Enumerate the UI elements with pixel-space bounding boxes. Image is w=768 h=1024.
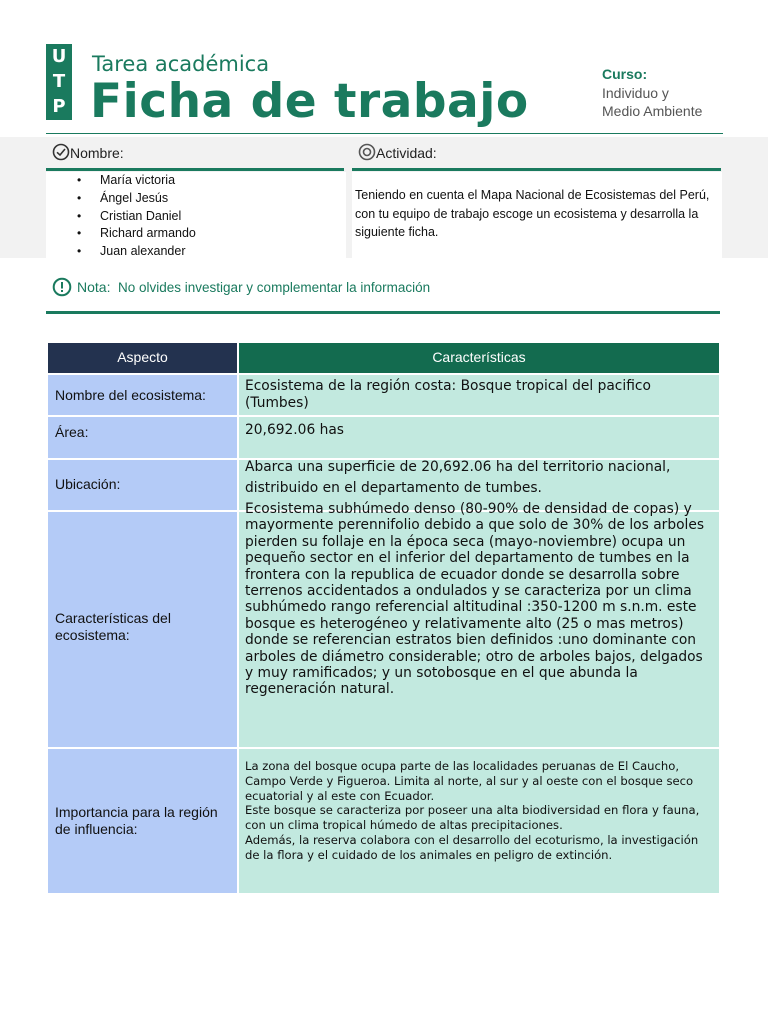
- name-section-header: [46, 140, 344, 171]
- table-row: [48, 749, 719, 893]
- header-aspect-text: Aspecto: [117, 349, 168, 365]
- value-text: [245, 759, 713, 863]
- course-name-line-2: Medio Ambiente: [602, 103, 703, 119]
- student-name: • Richard armando: [46, 225, 346, 243]
- value-text: 20,692.06 has: [245, 422, 344, 438]
- note-divider: [46, 311, 720, 314]
- note-label: Nota:: [77, 279, 111, 295]
- alert-icon: [52, 277, 72, 299]
- aspect-cell: [48, 417, 237, 458]
- table-row: [48, 375, 719, 415]
- value-text: Ecosistema subhúmedo denso (80-90% de densidad de copas) y mayormente perennifolio debido a que solo de 30% de los arboles pierden su follaje en la época seca (mayo-noviembre) ocupa un pequeño sector en el inferior del departamento de tumbes en la frontera con la republica de ecuador donde se desarrolla sobre terrenos accidentados a ondulados y se caracteriza por un clima subhúmedo rango referencial altitudinal :350-1200 m s.n.m. este bosque es heterogéneo y relativamente alto (25 o mas metros) donde se referencian estratos bien definidos :uno dominante con arboles de diámetro considerable; otro de arboles bajos, delgados y muy ramificados; y un sotobosque en el que abunda la regeneración natural.: [245, 501, 705, 698]
- student-name: • María victoria: [46, 172, 346, 190]
- aspect-cell: [48, 460, 237, 510]
- logo-letter-u: U: [51, 46, 67, 67]
- student-name: • Cristian Daniel: [46, 208, 346, 226]
- value-paragraph: La zona del bosque ocupa parte de las localidades peruanas de El Caucho, Campo Verde y Figueroa. Limita al norte, al sur y al oeste con el bosque seco ecuatorial y al este con Ecuador.: [245, 759, 694, 803]
- check-circle-icon: [52, 143, 70, 166]
- aspect-label: Importancia para la región de influencia:: [55, 804, 218, 837]
- aspect-label: Características del ecosistema:: [55, 610, 171, 643]
- aspect-label: Ubicación:: [55, 476, 121, 492]
- header-cell-characteristics: [239, 343, 719, 373]
- document-subtitle: Tarea académica: [92, 52, 270, 76]
- table-row: [48, 417, 719, 458]
- value-text: Abarca una superficie de 20,692.06 ha del territorio nacional, distribuido en el departamento de tumbes.: [245, 459, 671, 496]
- header-characteristics-text: Características: [432, 349, 526, 365]
- student-names-list: [46, 172, 346, 258]
- logo-letter-t: T: [52, 71, 66, 92]
- activity-label: Actividad:: [376, 145, 437, 161]
- course-name: [602, 84, 732, 120]
- aspect-label: Área:: [55, 424, 89, 440]
- aspect-cell: [48, 512, 237, 747]
- header-divider: [46, 133, 723, 134]
- aspect-cell: [48, 749, 237, 893]
- student-name: • Juan alexander: [46, 243, 346, 261]
- document-title: Ficha de trabajo: [90, 74, 529, 129]
- target-icon: [358, 143, 376, 166]
- value-paragraph: Además, la reserva colabora con el desarrollo del ecoturismo, la investigación de la flora y el cuidado de los animales en peligro de extinción.: [245, 832, 699, 862]
- student-name: • Ángel Jesús: [46, 190, 346, 208]
- logo-letter-p: P: [52, 96, 66, 117]
- course-label: Curso:: [602, 66, 648, 82]
- activity-text: Teniendo en cuenta el Mapa Nacional de Ecosistemas del Perú, con tu equipo de trabajo escoge un ecosistema y desarrolla la siguiente ficha.: [355, 188, 710, 240]
- course-name-line-1: Individuo y: [602, 85, 669, 101]
- value-cell: [239, 749, 719, 893]
- value-cell: [239, 501, 719, 747]
- value-text: Ecosistema de la región costa: Bosque tropical del pacifico (Tumbes): [245, 378, 651, 411]
- utp-logo: [46, 44, 72, 120]
- name-label: Nombre:: [70, 145, 124, 161]
- header-cell-aspect: [48, 343, 237, 373]
- aspect-cell: [48, 375, 237, 415]
- table-header-row: [48, 343, 719, 373]
- activity-box: [352, 172, 722, 258]
- value-cell: [239, 417, 719, 458]
- note-text: No olvides investigar y complementar la información: [118, 280, 431, 295]
- table-row: [48, 501, 719, 747]
- value-paragraph: Este bosque se caracteriza por poseer una alta biodiversidad en flora y fauna, con un clima tropical húmedo de altas precipitaciones.: [245, 803, 700, 833]
- value-cell: [239, 375, 719, 415]
- activity-section-header: [352, 140, 721, 171]
- aspect-label: Nombre del ecosistema:: [55, 387, 206, 403]
